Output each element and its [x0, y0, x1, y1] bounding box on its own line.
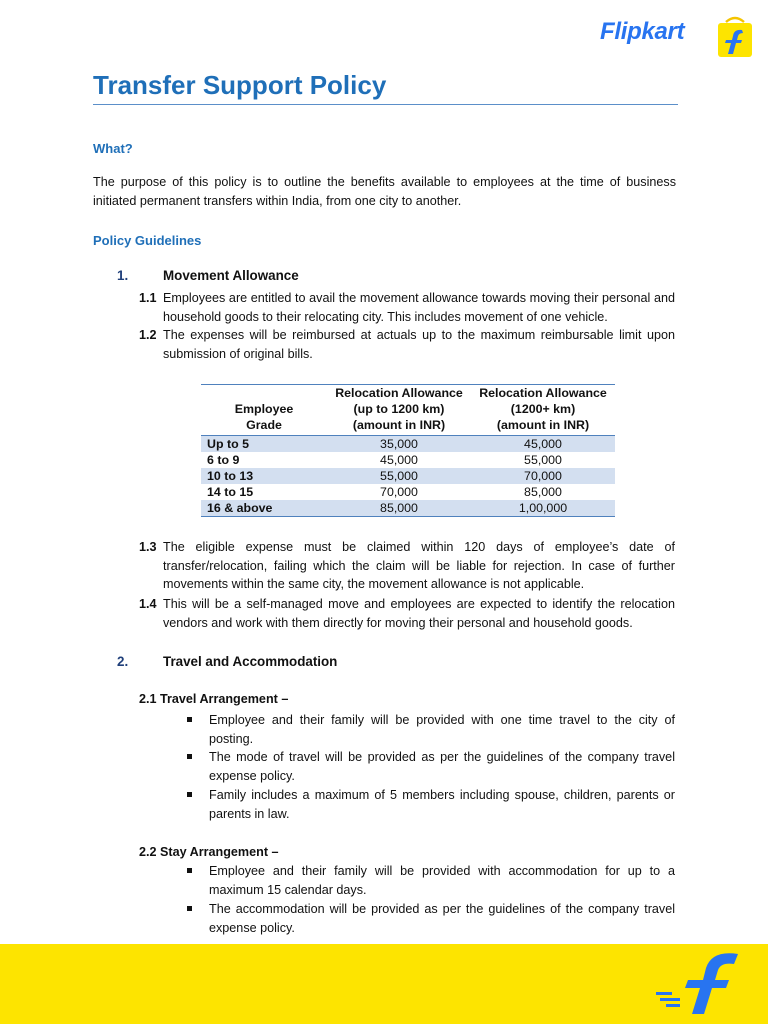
cell-upto-1200: 55,000	[327, 468, 471, 484]
bullet-item	[187, 862, 675, 899]
bullet-text: The accommodation will be provided as per the guidelines of the company travel expense policy.	[209, 902, 675, 935]
bullet-text: Family includes a maximum of 5 members including spouse, children, parents or parents in law.	[209, 788, 675, 821]
stay-arrangement-heading: 2.2 Stay Arrangement –	[139, 845, 279, 859]
item-number: 1.2	[139, 328, 157, 342]
bullet-square-icon	[187, 754, 192, 759]
item-1-3	[139, 538, 675, 594]
what-heading: What?	[93, 141, 133, 156]
header-line: (amount in INR)	[496, 418, 590, 432]
section-2-number: 2.	[117, 654, 129, 669]
flipkart-f-icon	[654, 952, 744, 1016]
cell-grade: Up to 5	[201, 436, 327, 453]
bullet-item	[187, 748, 675, 785]
header-employee-grade	[201, 385, 327, 436]
item-text: The expenses will be reimbursed at actuals up to the maximum reimbursable limit upon submission of original bills.	[163, 328, 675, 361]
header-line: (up to 1200 km)	[353, 402, 445, 416]
cell-upto-1200: 35,000	[327, 436, 471, 453]
item-text: The eligible expense must be claimed within 120 days of employee’s date of transfer/relocation, failing which the claim will be liable for rejection. In case of further movements within the same city, the movement allowance is not applicable.	[163, 540, 675, 592]
header-line: (amount in INR)	[352, 418, 446, 432]
what-paragraph: The purpose of this policy is to outline the benefits available to employees at the time of business initiated permanent transfers within India, from one city to another.	[93, 175, 676, 208]
cell-upto-1200: 45,000	[380, 453, 418, 467]
guidelines-heading: Policy Guidelines	[93, 233, 202, 248]
section-1-heading	[117, 268, 417, 286]
bullet-square-icon	[187, 868, 192, 873]
item-1-2	[139, 326, 675, 363]
header-line: Relocation Allowance	[479, 386, 607, 400]
bullet-square-icon	[187, 906, 192, 911]
item-text: This will be a self-managed move and employees are expected to identify the relocation vendors and work with them directly for moving their personal and household goods.	[163, 597, 675, 630]
cell-upto-1200: 70,000	[380, 485, 418, 499]
travel-arrangement-heading: 2.1 Travel Arrangement –	[139, 692, 289, 706]
brand-logo-text: Flipkart	[600, 18, 685, 45]
bullet-text: Employee and their family will be provided with accommodation for up to a maximum 15 calendar days.	[209, 864, 675, 897]
cell-grade: 10 to 13	[201, 468, 327, 484]
item-1-1	[139, 289, 675, 326]
item-text: Employees are entitled to avail the movement allowance towards moving their personal and household goods to their relocating city. This includes movement of one vehicle.	[163, 291, 675, 324]
bullet-item	[187, 900, 675, 937]
footer-band	[0, 944, 768, 1024]
cell-upto-1200: 85,000	[327, 500, 471, 517]
cell-1200-plus: 85,000	[524, 485, 562, 499]
page-title: Transfer Support Policy	[93, 70, 387, 100]
cell-1200-plus: 45,000	[471, 436, 615, 453]
bullet-square-icon	[187, 717, 192, 722]
table-row	[201, 452, 615, 468]
bullet-text: The mode of travel will be provided as per the guidelines of the company travel expense policy.	[209, 750, 675, 783]
table-row	[201, 500, 615, 517]
bullet-square-icon	[187, 792, 192, 797]
section-1-number: 1.	[117, 268, 129, 283]
cell-grade: 6 to 9	[207, 453, 240, 467]
cell-1200-plus: 1,00,000	[471, 500, 615, 517]
item-number: 1.4	[139, 597, 157, 611]
section-1-title: Movement Allowance	[163, 268, 299, 283]
cell-1200-plus: 55,000	[524, 453, 562, 467]
header-allowance-1200-plus	[471, 385, 615, 436]
header-line: Relocation Allowance	[335, 386, 463, 400]
header-line: Grade	[246, 418, 282, 432]
header-line: Employee	[234, 402, 294, 416]
bullet-item	[187, 786, 675, 823]
relocation-allowance-table	[201, 384, 615, 517]
item-1-4	[139, 595, 675, 632]
title-divider	[93, 104, 678, 105]
table-header-row	[201, 385, 615, 436]
section-2-title: Travel and Accommodation	[163, 654, 338, 669]
cell-grade: 16 & above	[201, 500, 327, 517]
bullet-text: Employee and their family will be provided with one time travel to the city of posting.	[209, 713, 675, 746]
table-row	[201, 468, 615, 484]
table-row	[201, 436, 615, 453]
cell-grade: 14 to 15	[207, 485, 254, 499]
item-number: 1.1	[139, 291, 157, 305]
bullet-item	[187, 711, 675, 748]
cell-1200-plus: 70,000	[471, 468, 615, 484]
section-2-heading	[117, 654, 417, 672]
table-row	[201, 484, 615, 500]
header-allowance-upto-1200	[327, 385, 471, 436]
item-number: 1.3	[139, 540, 157, 554]
header-line: (1200+ km)	[510, 402, 576, 416]
flipkart-bag-icon	[712, 14, 758, 60]
